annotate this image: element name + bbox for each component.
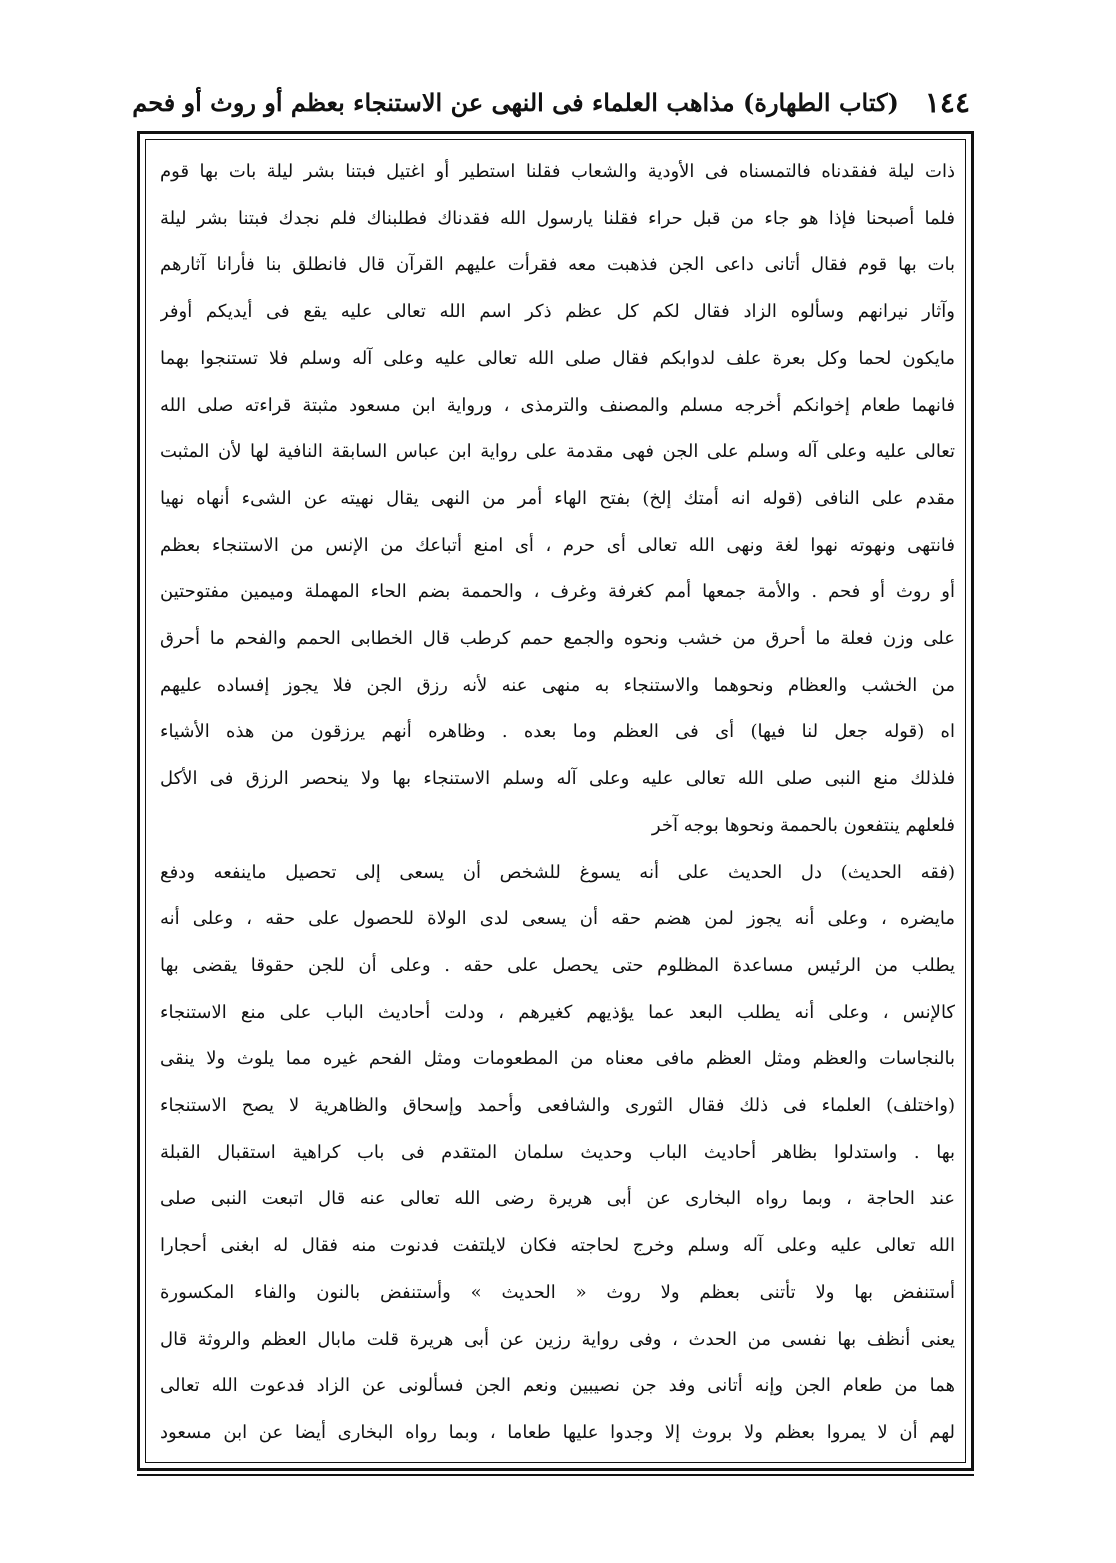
text-line: بها . واستدلوا بظاهر أحاديث الباب وحديث سلمان المتقدم فى باب كراهية استقبال القبلة: [160, 1141, 955, 1163]
text-line: كالإنس ، وعلى أنه يطلب البعد عما يؤذيهم كغيرهم ، ودلت أحاديث الباب على منع الاستنجاء: [160, 1001, 955, 1023]
text-line: اه (قوله جعل لنا فيها) أى فى العظم وما بعده . وظاهره أنهم يرزقون من هذه الأشياء: [160, 721, 955, 743]
text-line: لهم أن لا يمروا بعظم ولا بروث إلا وجدوا عليها طعاما ، وبما رواه البخارى أيضا عن ابن مسعود: [160, 1421, 955, 1443]
text-line: الله تعالى عليه وعلى آله وسلم وخرج لحاجته فكان لايلتفت فدنوت منه فقال له ابغنى أحجارا: [160, 1235, 955, 1257]
text-line: فلما أصبحنا فإذا هو جاء من قبل حراء فقلنا يارسول الله فقدناك فطلبناك فلم نجدك فبتنا بشر ليلة: [160, 207, 955, 229]
text-line: بالنجاسات والعظم ومثل العظم مافى معناه من المطعومات ومثل الفحم غيره مما يلوث ولا ينقى: [160, 1048, 955, 1070]
text-line: فانتهى ونهوته نهوا لغة ونهى الله تعالى أى حرم ، أى امنع أتباعك من الإنس من الاستنجاء بعظم: [160, 534, 955, 556]
text-line: يعنى أنظف بها نفسى من الحدث ، وفى رواية رزين عن أبى هريرة قلت مابال العظم والروثة قال: [160, 1328, 955, 1350]
page-number: ١٤٤: [924, 85, 970, 119]
text-line: مقدم على النافى (قوله انه أمتك إلخ) بفتح الهاء أمر من النهى يقال نهيته عن الشىء أنهاه نهيا: [160, 487, 955, 509]
bottom-rule: [137, 1474, 974, 1476]
text-line: أستنفض بها ولا تأتنى بعظم ولا روث « الحديث » وأستنفض بالنون والفاء المكسورة: [160, 1281, 955, 1303]
text-line: (واختلف) العلماء فى ذلك فقال الثورى والشافعى وأحمد وإسحاق والظاهرية لا يصح الاستنجاء: [160, 1095, 955, 1117]
running-title: (كتاب الطهارة) مذاهب العلماء فى النهى عن الاستنجاء بعظم أو روث أو فحم: [132, 87, 899, 117]
page-header: [132, 78, 970, 126]
text-line: تعالى عليه وعلى آله وسلم على الجن فهى مقدمة على رواية ابن عباس السابقة النافية لها لأن المثبت: [160, 441, 955, 463]
text-line: بات بها قوم فقال أتانى داعى الجن فذهبت معه فقرأت عليهم القرآن قال فانطلق بنا فأرانا آثارهم: [160, 254, 955, 276]
text-line: فلذلك منع النبى صلى الله تعالى عليه وعلى آله وسلم الاستنجاء بها ولا ينحصر الرزق فى الأكل: [160, 768, 955, 790]
text-line: ذات ليلة ففقدناه فالتمسناه فى الأودية والشعاب فقلنا استطير أو اغتيل فبتنا بشر ليلة بات بها قوم: [160, 161, 955, 182]
text-line: على وزن فعلة ما أحرق من خشب ونحوه والجمع حمم كرطب قال الخطابى الحمم والفحم ما أحرق: [160, 628, 955, 650]
text-line: من الخشب والعظام ونحوهما والاستنجاء به منهى عنه لأنه رزق الجن فلا يجوز إفساده عليهم: [160, 674, 955, 696]
text-line: فانهما طعام إخوانكم أخرجه مسلم والمصنف والترمذى ، ورواية ابن مسعود مثبتة قراءته صلى الله: [160, 394, 955, 416]
main-text: [160, 150, 955, 1455]
text-line: فلعلهم ينتفعون بالحممة ونحوها بوجه آخر: [651, 814, 955, 836]
text-line: هما من طعام الجن وإنه أتانى وفد جن نصيبين ونعم الجن فسألونى عن الزاد فدعوت الله تعالى: [160, 1375, 955, 1397]
text-line: مايضره ، وعلى أنه يجوز لمن هضم حقه أن يسعى لدى الولاة للحصول على حقه ، وعلى أنه: [160, 908, 955, 930]
text-line: أو روث أو فحم . والأمة جمعها أمم كغرفة وغرف ، والحممة بضم الحاء المهملة وميمين مفتوحتين: [160, 581, 955, 603]
text-line: يطلب من الرئيس مساعدة المظلوم حتى يحصل على حقه . وعلى أن للجن حقوقا يقضى بها: [160, 954, 955, 976]
text-line: مايكون لحما وكل بعرة علف لدوابكم فقال صلى الله تعالى عليه وعلى آله وسلم فلا تستنجوا بهما: [160, 347, 955, 369]
text-line: عند الحاجة ، وبما رواه البخارى عن أبى هريرة رضى الله تعالى عنه قال اتبعت النبى صلى: [160, 1188, 955, 1210]
text-line: وآثار نيرانهم وسألوه الزاد فقال لكم كل عظم ذكر اسم الله تعالى عليه يقع فى أيديكم أوفر: [160, 301, 955, 323]
text-line: (فقه الحديث) دل الحديث على أنه يسوغ للشخص أن يسعى إلى تحصيل ماينفعه ودفع: [160, 861, 955, 883]
